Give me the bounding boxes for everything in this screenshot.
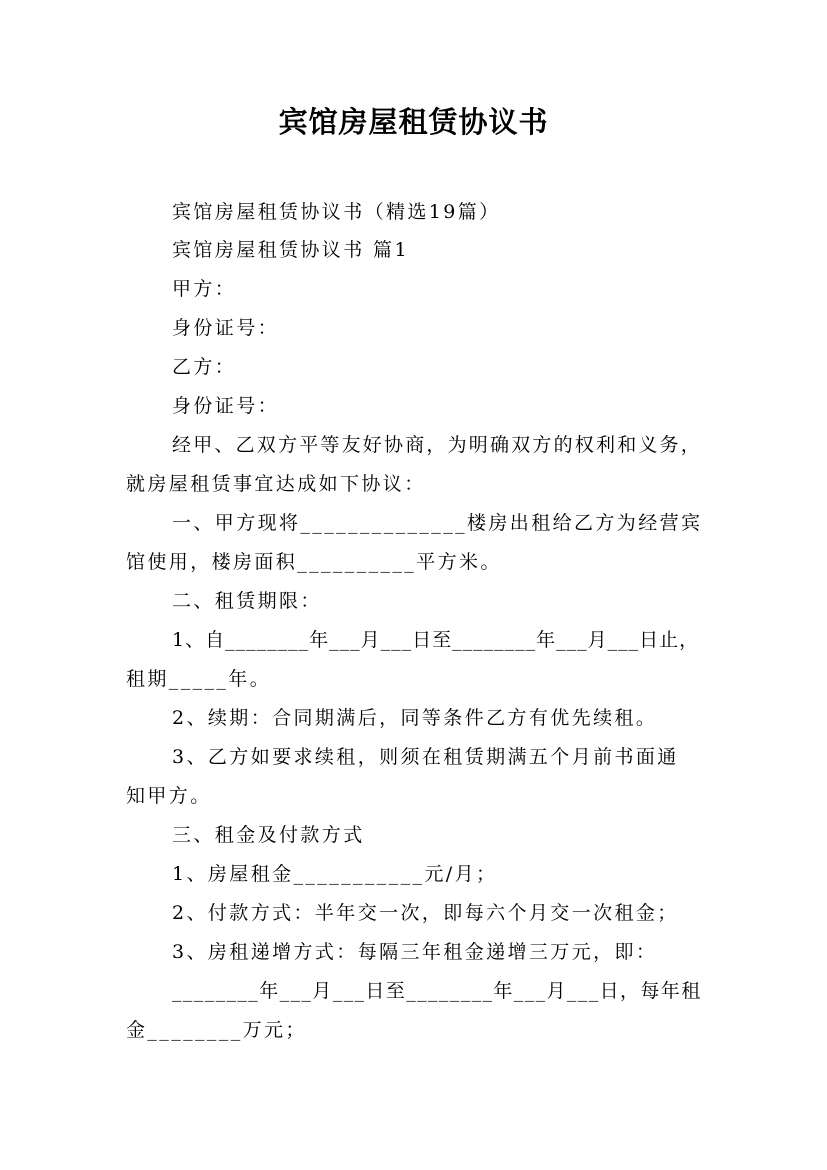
clause-1-line-1: 一、甲方现将______________楼房出租给乙方为经营宾 (172, 512, 703, 534)
rent-2: 2、付款方式：半年交一次，即每六个月交一次租金； (172, 902, 679, 924)
term-2: 2、续期：合同期满后，同等条件乙方有优先续租。 (172, 707, 658, 729)
term-3-line-1: 3、乙方如要求续租，则须在租赁期满五个月前书面通 (172, 746, 679, 768)
rent-3-line-3: 金________万元； (126, 1019, 307, 1041)
document-title: 宾馆房屋租赁协议书 (278, 105, 549, 139)
intro-line-2: 就房屋租赁事宜达成如下协议： (126, 473, 426, 495)
party-b-label: 乙方： (172, 356, 237, 378)
term-1-line-2: 租期_____年。 (126, 668, 272, 690)
term-3-line-2: 知甲方。 (126, 785, 212, 807)
party-b-id-label: 身份证号： (172, 395, 280, 417)
rent-3: 3、房租递增方式：每隔三年租金递增三万元，即： (172, 941, 658, 963)
clause-3-heading: 三、租金及付款方式 (172, 824, 365, 846)
term-1-line-1: 1、自________年___月___日至________年___月___日止， (172, 629, 700, 651)
clause-1-line-2: 馆使用，楼房面积__________平方米。 (126, 551, 502, 573)
rent-3-line-2: ________年___月___日至________年___月___日，每年租 (172, 980, 702, 1002)
party-a-id-label: 身份证号： (172, 317, 280, 339)
clause-2-heading: 二、租赁期限： (172, 590, 322, 612)
subtitle: 宾馆房屋租赁协议书（精选19篇） (172, 201, 501, 223)
party-a-label: 甲方： (172, 278, 237, 300)
section-heading: 宾馆房屋租赁协议书 篇1 (172, 239, 409, 261)
rent-1: 1、房屋租金___________元/月； (172, 863, 498, 885)
intro-line-1: 经甲、乙双方平等友好协商，为明确双方的权利和义务， (172, 434, 703, 456)
